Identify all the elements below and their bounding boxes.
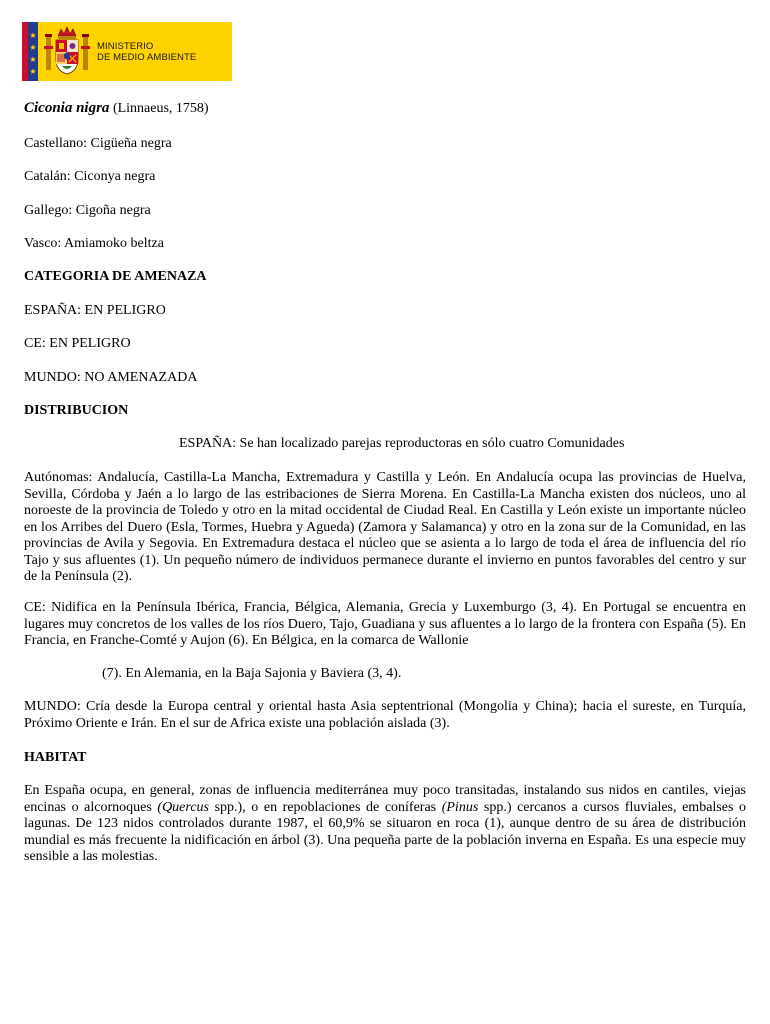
- distribution-world-body: MUNDO: Cría desde la Europa central y oriental hasta Asia septentrional (Mongolia y China); hacia el sureste, en Turquía, Próximo Oriente e Irán. En el sur de Africa existe una población aislada (3).: [24, 699, 746, 731]
- distribution-ce-body: CE: Nidifica en la Península Ibérica, Francia, Bélgica, Alemania, Grecia y Luxemburgo (3, 4). En Portugal se encuentra en lugares muy concretos de los valles de los ríos Duero, Tajo, Guadiana y sus afluentes a lo largo de la frontera con España (5). En Francia, en Franche-Comté y Aujon (6). En Bélgica, en la comarca de Wallonie: [24, 600, 746, 648]
- distribution-spain-body: Autónomas: Andalucía, Castilla-La Mancha, Extremadura y Castilla y León. En Andalucía ocupa las provincias de Huelva, Sevilla, Córdoba y Jaén a lo largo de las estribaciones de Sierra Morena. En Castilla-La Mancha existen dos núcleos, uno al noroeste de la provincia de Toledo y otro en la mitad occidental de Ciudad Real. En Castilla y León existe un importante núcleo en los Arribes del Duero (Esla, Tormes, Huebra y Agueda) (Zamora y Salamanca) y otro en la zona sur de la Comunidad, en las provincias de Avila y Segovia. En Extremadura destaca el núcleo que se asienta a lo largo de toda el área de influencia del río Tajo y sus afluentes (1). Un pequeño número de individuos permanece durante el invierno en puntos favorables del centro y sur de la Península (2).: [24, 470, 746, 584]
- distribution-ce-continued: (7). En Alemania, en la Baja Sajonia y Baviera (3, 4).: [102, 666, 402, 681]
- name-gallego: Gallego: Cigoña negra: [24, 203, 151, 218]
- ministry-line-2: DE MEDIO AMBIENTE: [97, 52, 197, 63]
- name-catalan: Catalán: Ciconya negra: [24, 169, 156, 184]
- ministry-name: [97, 41, 196, 63]
- threat-spain: ESPAÑA: EN PELIGRO: [24, 303, 166, 318]
- habitat-genus-pinus: (Pinus: [441, 799, 479, 815]
- threat-heading: CATEGORIA DE AMENAZA: [24, 269, 207, 284]
- distribution-spain-intro: ESPAÑA: Se han localizado parejas reproductoras en sólo cuatro Comunidades: [179, 436, 625, 451]
- species-title: [24, 100, 209, 117]
- habitat-text-2: spp.), o en repoblaciones de coníferas: [208, 799, 442, 815]
- habitat-heading: HABITAT: [24, 750, 87, 765]
- species-author: (Linnaeus, 1758): [112, 101, 209, 116]
- species-name: Ciconia nigra: [24, 100, 110, 116]
- distribution-heading: DISTRIBUCION: [24, 403, 129, 418]
- ministry-line-1: MINISTERIO: [97, 41, 154, 52]
- habitat-text-1: En España ocupa, en general, zonas de influencia mediterránea muy poco transitadas, instalando sus nidos en cantiles, viejas encinas o alcornoques: [24, 783, 746, 815]
- habitat-text-3: spp.) cercanos a cursos fluviales, embalses o lagunas. De 123 nidos controlados durante 1987, el 60,9% se situaron en roca (1), aunque dentro de su área de distribución mundial es más frecuente la nidificación en árbol (3). Una pequeña parte de la población inverna en España. Es una especie muy sensible a las molestias.: [24, 799, 747, 864]
- habitat-body: [24, 783, 746, 866]
- name-castellano: Castellano: Cigüeña negra: [24, 136, 172, 151]
- threat-world: MUNDO: NO AMENAZADA: [24, 370, 198, 385]
- habitat-genus-quercus: (Quercus: [157, 799, 209, 815]
- name-vasco: Vasco: Amiamoko beltza: [24, 236, 164, 251]
- threat-ce: CE: EN PELIGRO: [24, 336, 131, 351]
- ministry-logo: [22, 22, 232, 81]
- coat-of-arms-icon: [42, 26, 92, 77]
- spain-flag-strip: ★ ★ ★ ★: [22, 22, 38, 81]
